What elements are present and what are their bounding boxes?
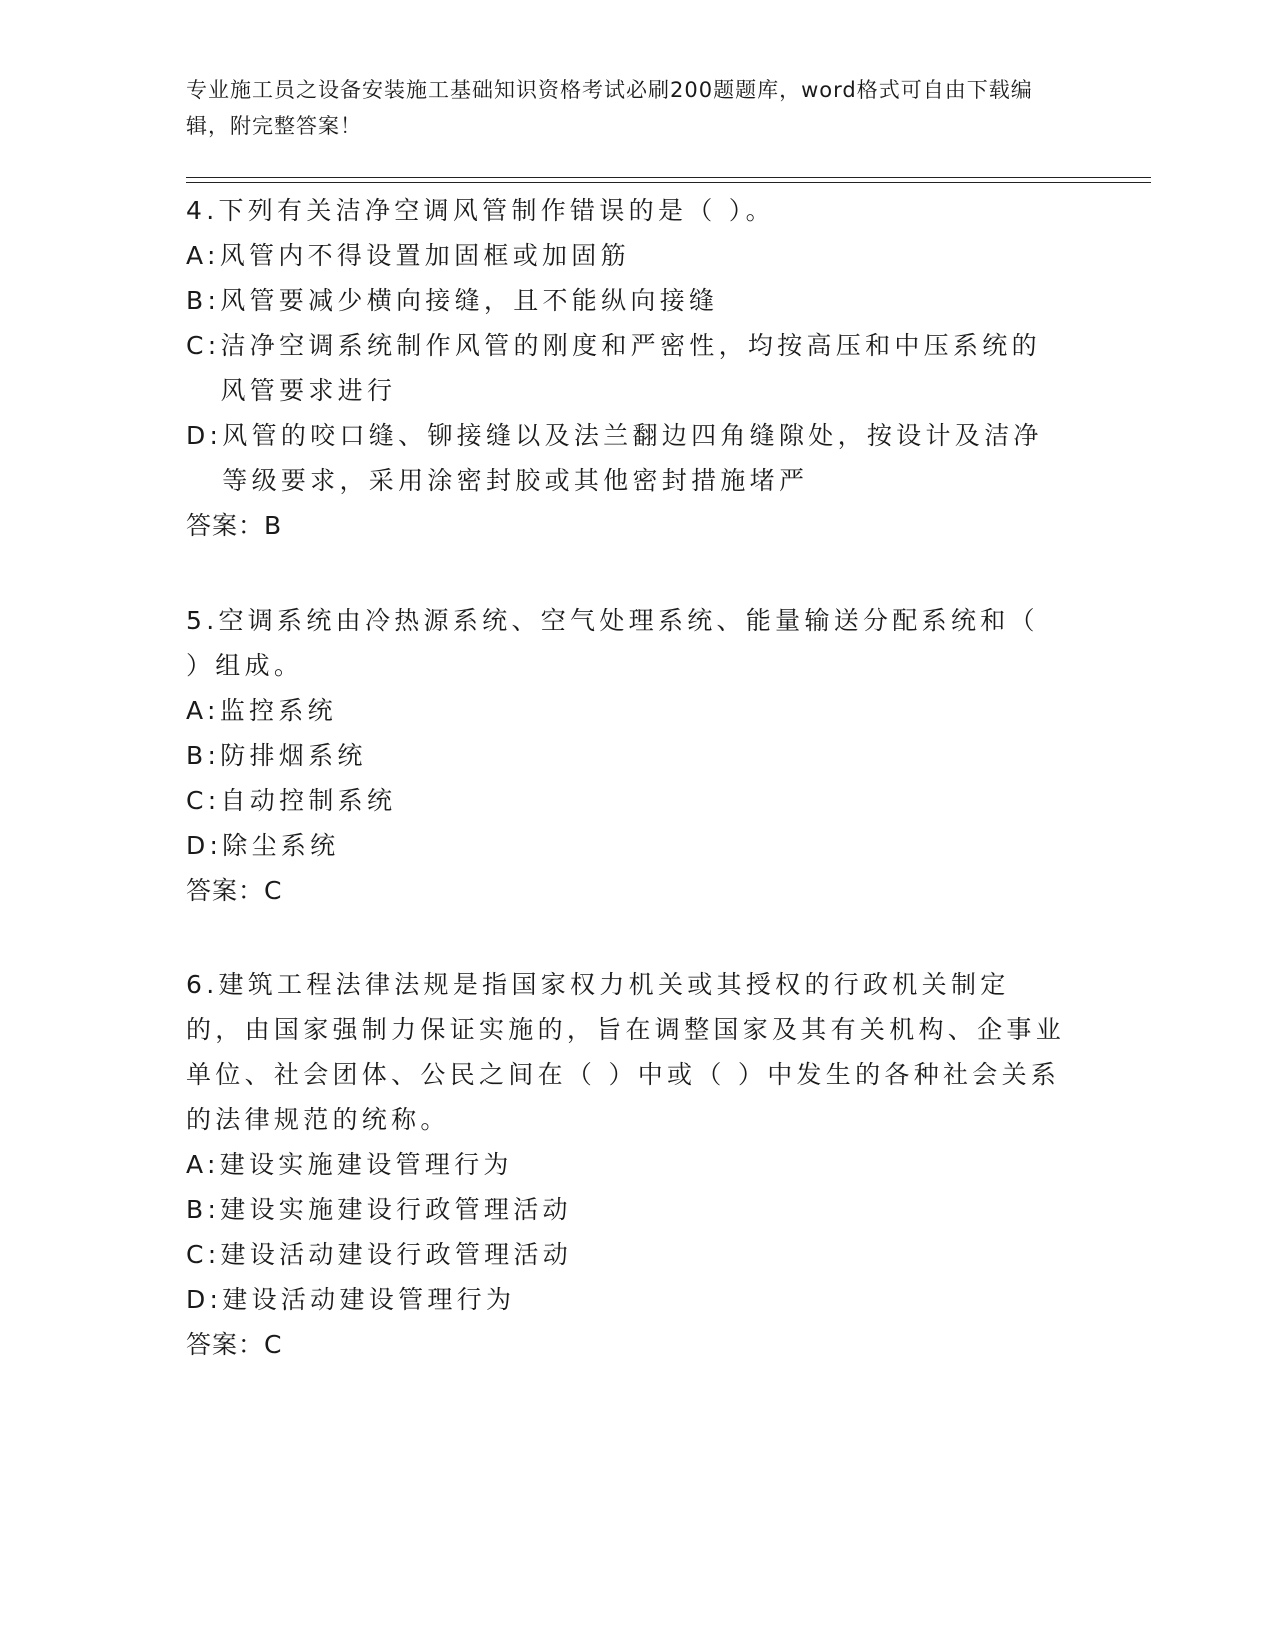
option-letter: D: (186, 1285, 223, 1314)
option-text: 自动控制系统 (220, 786, 397, 815)
option-text: 建设活动建设管理行为 (222, 1285, 516, 1314)
option-letter: A: (186, 241, 220, 270)
option-letter: C: (186, 786, 221, 815)
question-stem: 4.下列有关洁净空调风管制作错误的是（ ）。 (186, 196, 775, 225)
option-text: 监控系统 (219, 696, 337, 725)
option-c (186, 778, 1066, 823)
question-5 (186, 598, 1066, 913)
option-text: 建设活动建设行政管理活动 (220, 1240, 573, 1269)
option-c (186, 1232, 1066, 1277)
option-letter: D: (186, 831, 223, 860)
option-text: 洁净空调系统制作风管的刚度和严密性，均按高压和中压系统的风管要求进行 (220, 331, 1041, 405)
option-b (186, 1187, 1066, 1232)
option-c (186, 323, 1066, 413)
question-6 (186, 962, 1066, 1367)
option-a (186, 233, 1066, 278)
option-letter: C: (186, 1240, 221, 1269)
option-text: 防排烟系统 (220, 741, 367, 770)
option-a (186, 688, 1066, 733)
option-text: 风管要减少横向接缝，且不能纵向接缝 (220, 286, 719, 315)
option-text: 风管的咬口缝、铆接缝以及法兰翻边四角缝隙处，按设计及洁净等级要求，采用涂密封胶或其他密封措施堵严 (222, 421, 1043, 495)
option-letter: A: (186, 696, 220, 725)
question-stem: 6.建筑工程法律法规是指国家权力机关或其授权的行政机关制定的，由国家强制力保证实施的，旨在调整国家及其有关机构、企事业单位、社会团体、公民之间在（ ）中或（ ）中发生的各种社会关系的法律规范的统称。 (186, 970, 1066, 1134)
answer-line: 答案：C (186, 876, 283, 905)
document-header: 专业施工员之设备安装施工基础知识资格考试必刷200题题库，word格式可自由下载编辑，附完整答案！ (186, 78, 1033, 138)
option-letter: C: (186, 331, 221, 360)
option-d (186, 413, 1066, 503)
option-text: 建设实施建设管理行为 (219, 1150, 513, 1179)
option-letter: B: (186, 741, 221, 770)
option-text: 风管内不得设置加固框或加固筋 (219, 241, 630, 270)
option-d (186, 1277, 1066, 1322)
option-letter: B: (186, 1195, 221, 1224)
option-text: 建设实施建设行政管理活动 (220, 1195, 572, 1224)
option-b (186, 278, 1066, 323)
question-stem: 5.空调系统由冷热源系统、空气处理系统、能量输送分配系统和（ ）组成。 (186, 606, 1039, 680)
header-divider-top (186, 177, 1151, 178)
option-a (186, 1142, 1066, 1187)
option-letter: B: (186, 286, 221, 315)
option-text: 除尘系统 (222, 831, 340, 860)
option-letter: A: (186, 1150, 220, 1179)
answer-line: 答案：B (186, 511, 283, 540)
question-4 (186, 188, 1066, 548)
option-b (186, 733, 1066, 778)
header-divider-bottom (186, 182, 1151, 183)
option-d (186, 823, 1066, 868)
option-letter: D: (186, 421, 223, 450)
answer-line: 答案：C (186, 1330, 283, 1359)
